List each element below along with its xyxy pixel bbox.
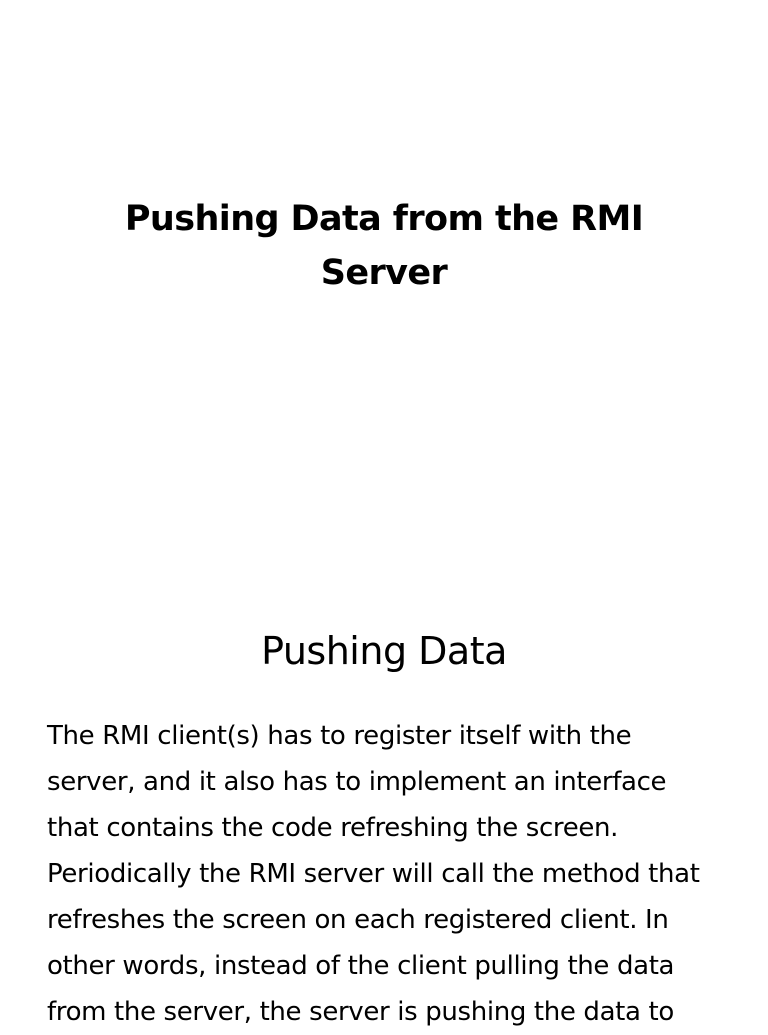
title-line-2: Server bbox=[320, 253, 448, 293]
page-title bbox=[84, 192, 684, 300]
body-line: refreshes the screen on each registered client. In bbox=[47, 905, 669, 935]
body-line: The RMI client(s) has to register itself with the bbox=[47, 721, 632, 751]
body-line: from the server, the server is pushing the data to bbox=[47, 997, 674, 1027]
body-line: server, and it also has to implement an interface bbox=[47, 767, 667, 797]
body-line: other words, instead of the client pulling the data bbox=[47, 951, 675, 981]
title-line-1: Pushing Data from the RMI bbox=[124, 199, 644, 239]
section-heading: Pushing Data bbox=[261, 629, 507, 673]
body-line: Periodically the RMI server will call the method that bbox=[47, 859, 700, 889]
body-line: that contains the code refreshing the screen. bbox=[47, 813, 619, 843]
body-paragraph bbox=[47, 713, 737, 1035]
